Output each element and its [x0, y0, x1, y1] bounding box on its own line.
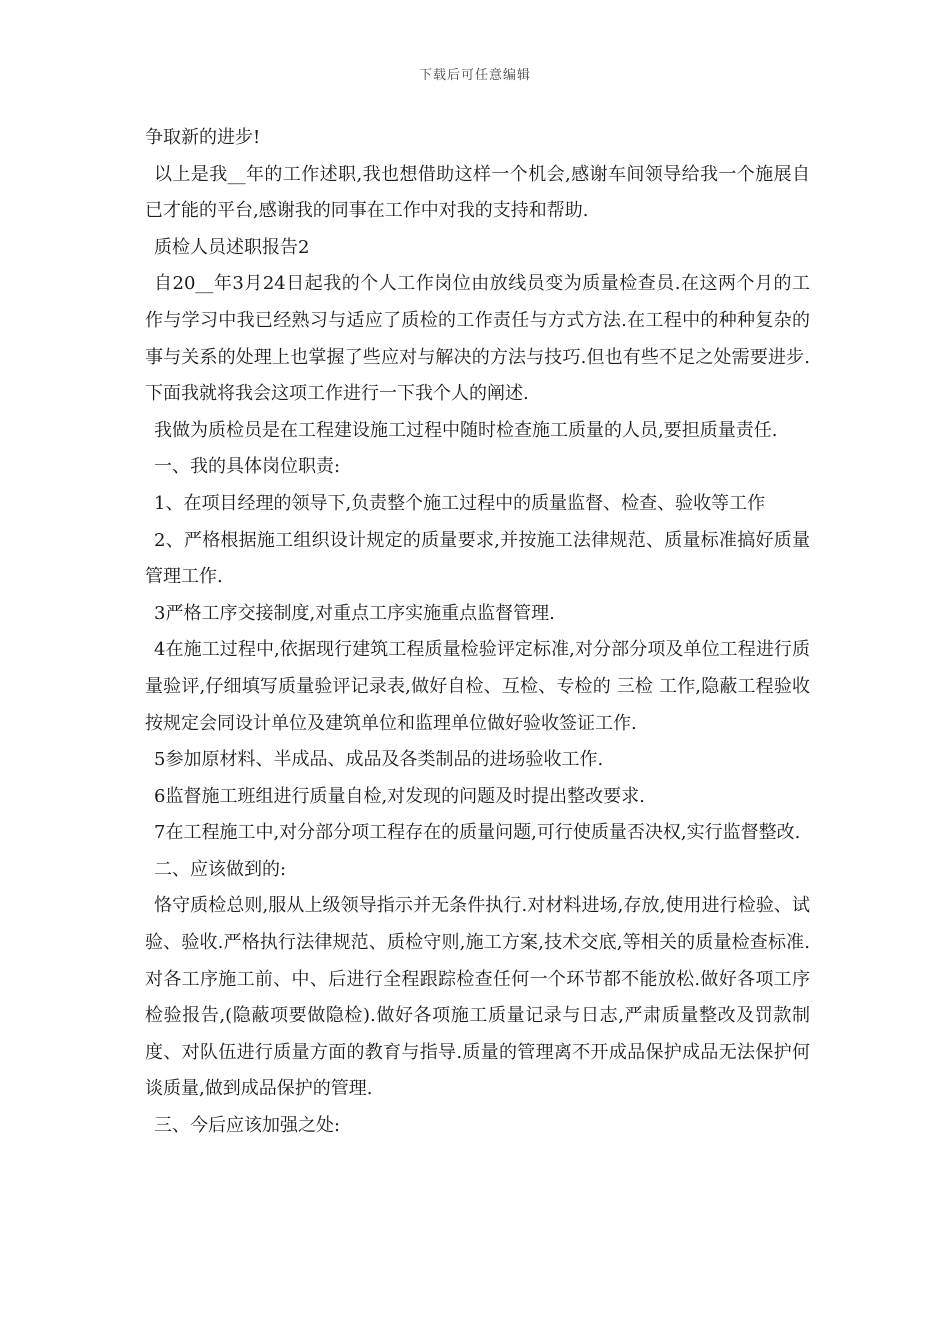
section-title: 质检人员述职报告2: [154, 236, 310, 258]
section-heading: 二、应该做到的:: [154, 858, 287, 880]
paragraph: 恪守质检总则,服从上级领导指示并无条件执行.对材料进场,存放,使用进行检验、试验、验收.严格执行法律规范、质检守则,施工方案,技术交底,等相关的质量检查标准.对各工序施工前、中、后进行全程跟踪检查任何一个环节都不能放松.做好各项工序检验报告,(隐蔽项要做隐检).做好各项施工质量记录与日志,严肃质量整改及罚款制度、对队伍进行质量方面的教育与指导.质量的管理离不开成品保护成品无法保护何谈质量,做到成品保护的管理.: [145, 895, 810, 1100]
section-heading: 一、我的具体岗位职责:: [154, 456, 341, 478]
paragraph: 我做为质检员是在工程建设施工过程中随时检查施工质量的人员,要担质量责任.: [154, 419, 778, 441]
list-item: 3严格工序交接制度,对重点工序实施重点监督管理.: [154, 602, 555, 624]
document-body: [145, 120, 810, 1145]
list-item: 1、在项目经理的领导下,负责整个施工过程中的质量监督、检查、验收等工作: [154, 492, 766, 514]
list-item: 7在工程施工中,对分部分项工程存在的质量问题,可行使质量否决权,实行监督整改.: [154, 822, 801, 844]
paragraph: 争取新的进步!: [145, 127, 261, 148]
paragraph: 以上是我__年的工作述职,我也想借助这样一个机会,感谢车间领导给我一个施展自已才能的平台,感谢我的同事在工作中对我的支持和帮助.: [145, 163, 810, 222]
page-header-note: 下载后可任意编辑: [418, 68, 531, 83]
section-heading: 三、今后应该加强之处:: [154, 1115, 341, 1137]
list-item: 6监督施工班组进行质量自检,对发现的问题及时提出整改要求.: [154, 785, 645, 807]
list-item: 5参加原材料、半成品、成品及各类制品的进场验收工作.: [154, 749, 604, 771]
list-item: 4在施工过程中,依据现行建筑工程质量检验评定标准,对分部分项及单位工程进行质量验评,仔细填写质量验评记录表,做好自检、互检、专检的 三检 工作,隐蔽工程验收按规定会同设计单位及建筑单位和监理单位做好验收签证工作.: [145, 639, 810, 734]
paragraph: 自20__年3月24日起我的个人工作岗位由放线员变为质量检查员.在这两个月的工作与学习中我已经熟习与适应了质检的工作责任与方式方法.在工程中的种种复杂的事与关系的处理上也掌握了些应对与解决的方法与技巧.但也有些不足之处需要进步.下面我就将我会这项工作进行一下我个人的阐述.: [145, 273, 810, 405]
list-item: 2、严格根据施工组织设计规定的质量要求,并按施工法律规范、质量标准搞好质量管理工作.: [145, 529, 810, 588]
